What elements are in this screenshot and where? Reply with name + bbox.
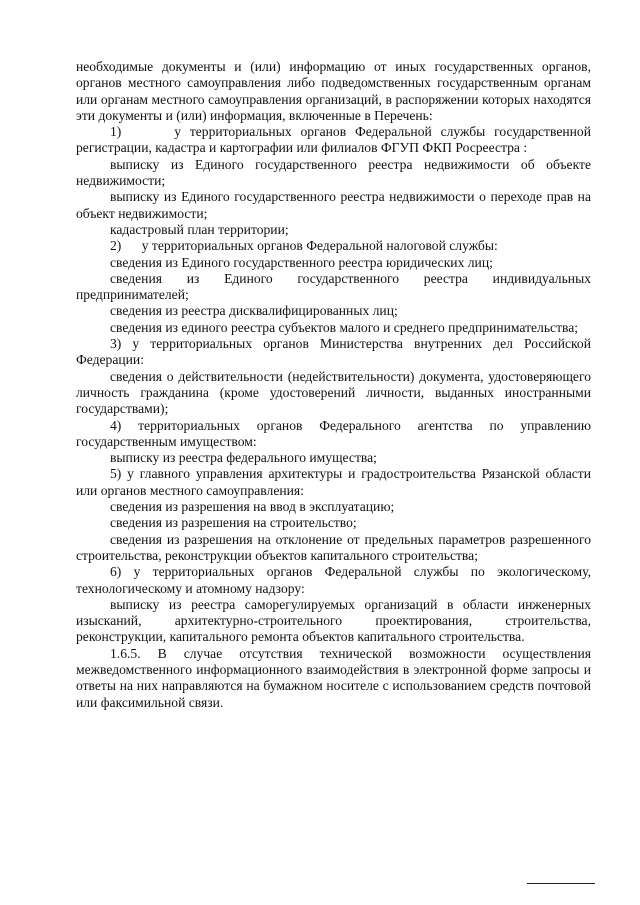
- paragraph-deviation-permit: сведения из разрешения на отклонение от предельных параметров разрешенного строительства, реконструкции объектов капитального строительства;: [76, 531, 591, 563]
- paragraph-1-6-5: 1.6.5. В случае отсутствия технической возможности осуществления межведомственного информационного взаимодействия в электронной форме запросы и ответы на них направляются на бумажном носителе с использованием средств почтовой или факсимильной связи.: [76, 645, 591, 710]
- paragraph-sro-registry: выписку из реестра саморегулируемых организаций в области инженерных изысканий, архитектурно-строительного проектирования, строительства, реконструкции, капитального ремонта объектов капитального строительства.: [76, 596, 591, 645]
- paragraph-item-4-property-agency: 4) территориальных органов Федерального агентства по управлению государственным имуществом:: [76, 417, 591, 449]
- paragraph-sme-registry: сведения из единого реестра субъектов малого и среднего предпринимательства;: [110, 319, 579, 335]
- paragraph-intro: необходимые документы и (или) информацию от иных государственных органов, органов местного самоуправления либо подведомственных государственным органам или органам местного самоуправления организаций, в распоряжении которых находятся эти документы и (или) информация, включенные в Перечень:: [76, 59, 591, 123]
- paragraph-construction-permit: сведения из разрешения на строительство;: [110, 515, 357, 531]
- paragraph-egrn-object: выписку из Единого государственного реестра недвижимости об объекте недвижимости;: [76, 156, 591, 189]
- paragraph-item-3-interior: 3) у территориальных органов Министерства внутренних дел Российской Федерации:: [76, 336, 591, 368]
- paragraph-federal-property: выписку из реестра федерального имущества;: [110, 450, 377, 466]
- paragraph-commissioning-permit: сведения из разрешения на ввод в эксплуатацию;: [110, 499, 395, 515]
- paragraph-egrip: сведения из Единого государственного реестра индивидуальных предпринимателей;: [76, 270, 591, 303]
- document-body: [76, 59, 591, 711]
- paragraph-item-5-architecture: 5) у главного управления архитектуры и градостроительства Рязанской области или органов местного самоуправления:: [76, 466, 591, 498]
- paragraph-cadastral-plan: кадастровый план территории;: [110, 221, 289, 237]
- paragraph-egrul: сведения из Единого государственного реестра юридических лиц;: [110, 254, 493, 270]
- paragraph-item-2-tax: 2) у территориальных органов Федеральной налоговой службы:: [110, 238, 498, 254]
- paragraph-egrn-transfer: выписку из Единого государственного реестра недвижимости о переходе прав на объект недвижимости;: [76, 189, 591, 221]
- paragraph-item-1-rosreestr: 1) у территориальных органов Федеральной службы государственной регистрации, кадастра и картографии или филиалов ФГУП ФКП Росреестра :: [76, 124, 591, 156]
- paragraph-id-validity: сведения о действительности (недействительности) документа, удостоверяющего личность гражданина (кроме удостоверений личности, выданных иностранными государствами);: [76, 368, 591, 417]
- footer-rule: [527, 883, 595, 884]
- paragraph-item-6-supervision: 6) у территориальных органов Федеральной службы по экологическому, технологическому и атомному надзору:: [76, 564, 591, 596]
- paragraph-disqualified: сведения из реестра дисквалифицированных лиц;: [110, 303, 398, 319]
